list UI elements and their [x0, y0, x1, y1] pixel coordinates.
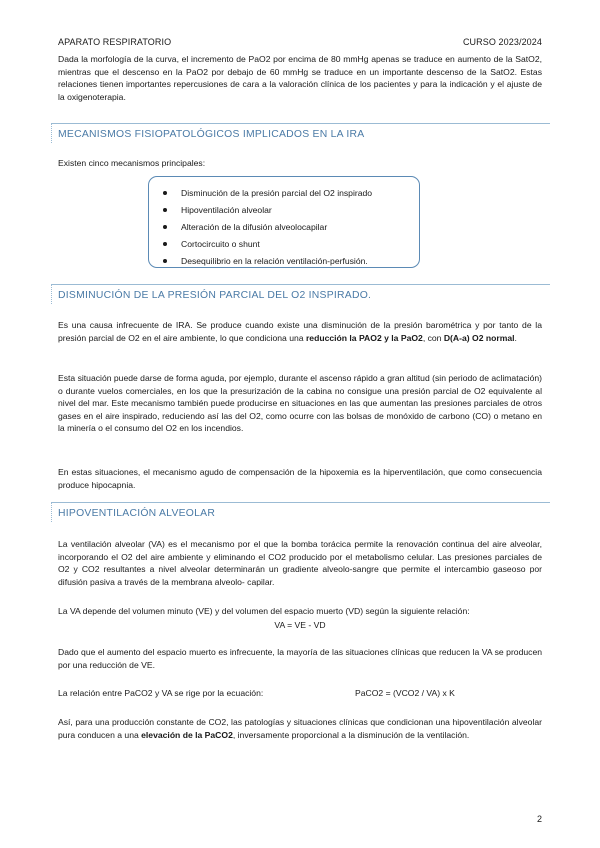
- hipoventilacion-paragraph-5: Así, para una producción constante de CO2, las patologías y situaciones clínicas que condicionan una hipoventilación alveolar pura conducen a una elevación de la PaCO2, inversamente proporcional a la disminución de la ventilación.: [58, 717, 542, 740]
- list-item: Hipoventilación alveolar: [163, 202, 419, 219]
- list-item: Cortocircuito o shunt: [163, 236, 419, 253]
- hipoventilacion-paragraph-3: Dado que el aumento del espacio muerto es infrecuente, la mayoría de las situaciones clínicas que reducen la VA se producen por una reducción de VE.: [58, 647, 542, 670]
- mechanisms-list-box: [148, 176, 420, 268]
- mechanisms-list: [163, 185, 419, 270]
- equation-va: VA = VE - VD: [274, 620, 326, 630]
- intro-paragraph: Dada la morfología de la curva, el incremento de PaO2 por encima de 80 mmHg apenas se traduce en aumento de la SatO2, mientras que el descenso en la PaO2 por debajo de 60 mmHg se traduce en un importante descenso de la SatO2. Estas relaciones tienen importantes repercusiones de cara a la valoración clínica de los pacientes y para la indicación y el ajuste de la oxigenoterapia.: [58, 54, 542, 102]
- disminucion-paragraph-2: Esta situación puede darse de forma aguda, por ejemplo, durante el ascenso rápido a gran altitud (sin periodo de aclimatación) o durante vuelos comerciales, en los que la presurización de la cabina no consigue una presión parcial de O2 equivalente al nivel del mar. Este mecanismo también puede producirse en situaciones en las que aumentan las presiones parciales de otros gases en el aire inspirado, reduciendo así las del O2, como ocurre con las bolsas de monóxido de carbono (CO) o metano en la minería o el consumo del O2 en los incendios.: [58, 373, 542, 434]
- section-heading-hipoventilacion: HIPOVENTILACIÓN ALVEOLAR: [51, 502, 550, 522]
- header-subject: APARATO RESPIRATORIO: [58, 37, 172, 47]
- bullet-icon: [163, 208, 167, 212]
- section-heading-mecanismos: MECANISMOS FISIOPATOLÓGICOS IMPLICADOS EN LA IRA: [51, 123, 550, 143]
- mechanisms-lead: Existen cinco mecanismos principales:: [58, 158, 206, 168]
- page-number: 2: [536, 814, 542, 824]
- list-item: Disminución de la presión parcial del O2 inspirado: [163, 185, 419, 202]
- bullet-icon: [163, 191, 167, 195]
- hipoventilacion-paragraph-2: La VA depende del volumen minuto (VE) y del volumen del espacio muerto (VD) según la siguiente relación:: [58, 606, 470, 616]
- paco2-relation-text: La relación entre PaCO2 y VA se rige por la ecuación:: [58, 688, 264, 698]
- equation-paco2: PaCO2 = (VCO2 / VA) x K: [355, 688, 455, 698]
- bullet-icon: [163, 225, 167, 229]
- bullet-icon: [163, 242, 167, 246]
- hipoventilacion-paragraph-1: La ventilación alveolar (VA) es el mecanismo por el que la bomba torácica permite la renovación continua del aire alveolar, incorporando el O2 del aire ambiente y eliminando el CO2 producido por el metabolismo celular. Las presiones parciales de O2 y CO2 resultantes a nivel alveolar determinarán un gradiente alveolo-sangre que permite el intercambio gaseoso por difusión pasiva a través de la membrana alveolo- capilar.: [58, 539, 542, 587]
- header-course: CURSO 2023/2024: [462, 37, 542, 47]
- bullet-icon: [163, 259, 167, 263]
- list-item: Alteración de la difusión alveolocapilar: [163, 219, 419, 236]
- paco2-relation-line: [58, 687, 542, 700]
- list-item: Desequilibrio en la relación ventilación-perfusión.: [163, 253, 419, 270]
- disminucion-paragraph-1: Es una causa infrecuente de IRA. Se produce cuando existe una disminución de la presión barométrica y por tanto de la presión parcial de O2 en el aire ambiente, lo que condiciona una reducción la PAO2 y la PaO2, con D(A-a) O2 normal.: [58, 320, 542, 343]
- disminucion-paragraph-3: En estas situaciones, el mecanismo agudo de compensación de la hipoxemia es la hiperventilación, que como consecuencia produce hipocapnia.: [58, 467, 542, 490]
- section-heading-disminucion: DISMINUCIÓN DE LA PRESIÓN PARCIAL DEL O2 INSPIRADO.: [51, 284, 550, 304]
